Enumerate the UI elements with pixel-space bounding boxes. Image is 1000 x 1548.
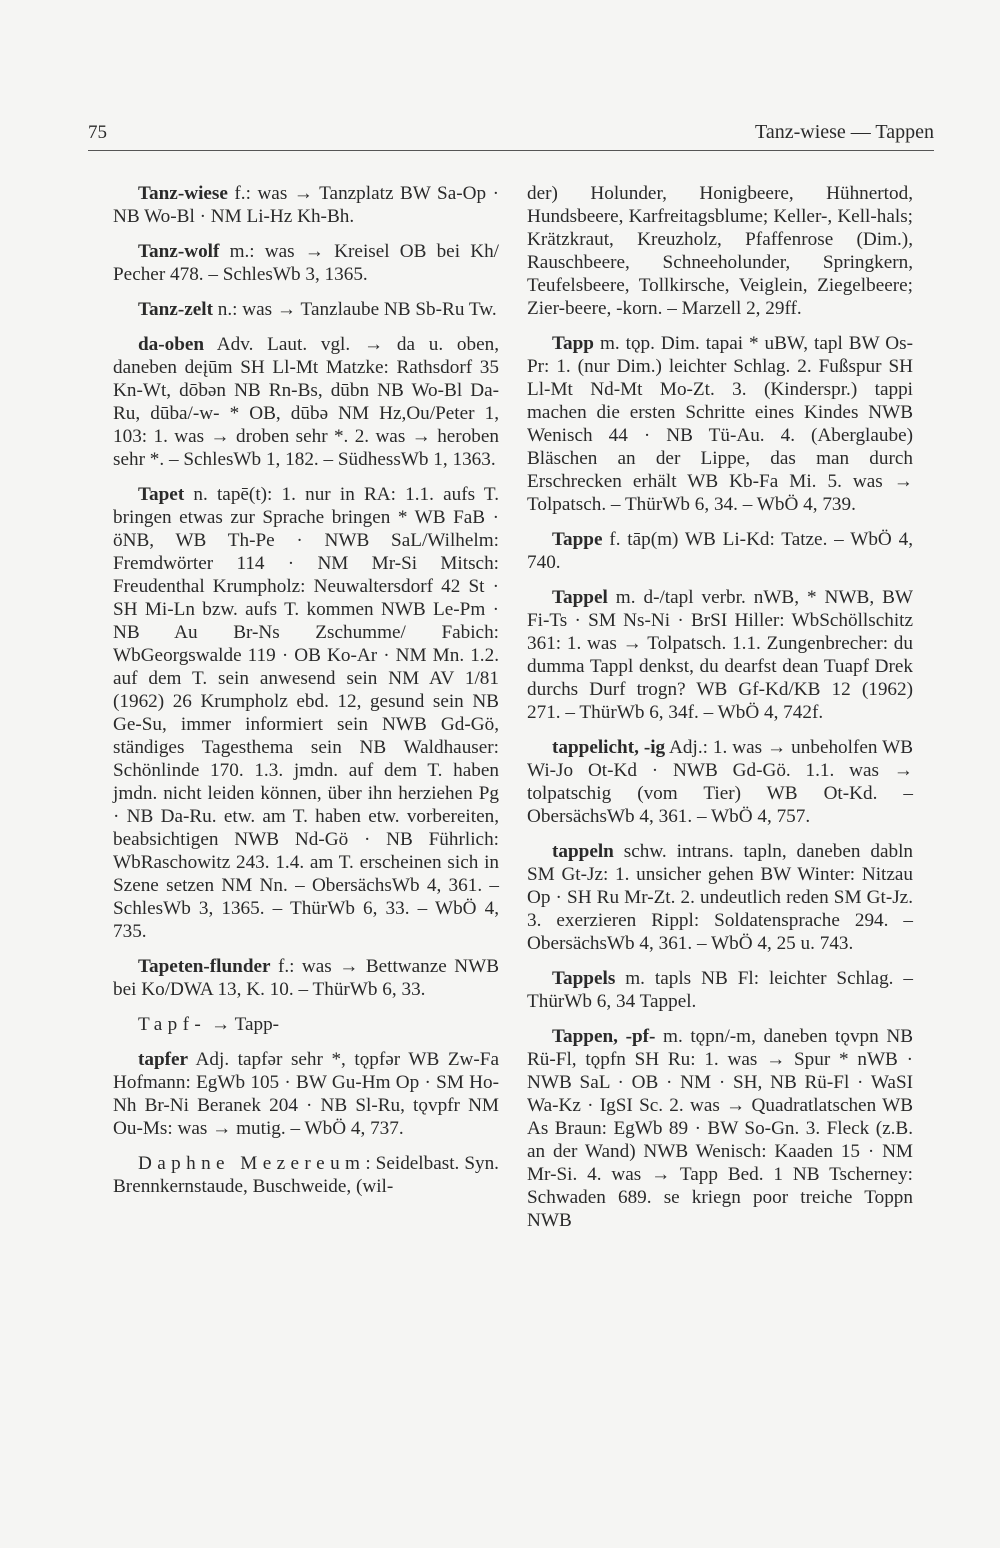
entry-headword: Tanz-wolf xyxy=(138,241,220,262)
entry-headword: da-oben xyxy=(138,334,205,355)
entry xyxy=(113,298,499,321)
entry-text: f.: was → Bettwanze NWB bei Ko/DWA 13, K. 10. – ThürWb 6, 33. xyxy=(113,956,499,1000)
entry-text: f.: was → Tanzplatz BW Sa-Op · NB Wo-Bl · NM Li-Hz Kh-Bh. xyxy=(113,183,499,227)
entry xyxy=(113,1152,499,1198)
entry-text: der) Holunder, Honigbeere, Hühnertod, Hundsbeere, Karfreitagsblume; Keller-, Kell-hals; Krätzkraut, Kreuzholz, Pfaffenrose (Dim.), Rauschbeere, Schneeholunder, Springkern, Teufelsbeere, Tollkirsche, Veiglein, Ziegelbeere; Zier-beere, -korn. – Marzell 2, 29ff. xyxy=(527,183,913,319)
entry-text: schw. intrans. tapln, daneben dabln SM Gt-Jz: 1. unsicher gehen BW Winter: Nitzau Op · SH Ru Mr-Zt. 2. undeutlich reden SM Gt-Jz. 3. exerzieren Rippl: Soldatensprache 294. – ObersächsWb 4, 361. – WbÖ 4, 25 u. 743. xyxy=(527,841,913,954)
entry-headword: Tapeten-flunder xyxy=(138,956,271,977)
entry-headword: Tapp xyxy=(552,333,594,354)
entry xyxy=(527,967,913,1013)
entry-headword: Tanz-wiese xyxy=(138,183,228,204)
entry-headword: Tanz-zelt xyxy=(138,299,213,320)
entry-text: n. tapē(t): 1. nur in RA: 1.1. aufs T. bringen etwas zur Sprache bringen * WB FaB · öNB, WB Th-Pe · NWB SaL/Wilhelm: Fremdwörter 114 · NM Mr-Si Mitsch: Freudenthal Krumpholz: Neuwaltersdorf 42 St · SH Mi-Ln bzw. aufs T. kommen NWB Le-Pm · NB Au Br-Ns Zschumme/ Fabich: WbGeorgswalde 119 · OB Ko-Ar · NM Mn. 1.2. auf dem T. sein anwesend sein NM AV 1/81 (1962) 26 Krumpholz ebd. 12, gesund sein NB Ge-Su, immer informiert sein NWB Gd-Gö, ständiges Tagesthema sein NB Waldhauser: Schönlinde 170. 1.3. jmdn. auf dem T. haben jmdn. nicht leiden können, über ihn herziehen Pg · NB Da-Ru. etw. am T. haben etw. vorbereiten, beabsichtigen NWB Nd-Gö · NB Führlich: WbRaschowitz 243. 1.4. am T. erscheinen sich in Szene setzen NM Nn. – ObersächsWb 4, 361. – SchlesWb 3, 1365. – ThürWb 6, 33. – WbÖ 4, 735. xyxy=(113,484,499,942)
entry-text: m. tapls NB Fl: leichter Schlag. – ThürWb 6, 34 Tappel. xyxy=(527,968,913,1012)
entry-spaced-head: Tapf- xyxy=(138,1014,207,1035)
entry xyxy=(113,182,499,228)
entry-spaced-head: Daphne Mezereum xyxy=(138,1153,366,1174)
entry xyxy=(113,1048,499,1140)
entry-text: m.: was → Kreisel OB bei Kh/ Pecher 478. – SchlesWb 3, 1365. xyxy=(113,241,499,285)
entry-headword: Tappen, -pf- xyxy=(552,1026,656,1047)
running-header xyxy=(88,120,934,151)
entry-headword: tapfer xyxy=(138,1049,189,1070)
entry xyxy=(527,586,913,724)
entry xyxy=(113,240,499,286)
entry-text: Adj.: 1. was → unbeholfen WB Wi-Jo Ot-Kd · NWB Gd-Gö. 1.1. was → tolpatschig (vom Tier) WB Ot-Kd. – ObersächsWb 4, 361. – WbÖ 4, 757. xyxy=(527,737,913,827)
right-column xyxy=(527,182,913,1232)
entry-headword: tappeln xyxy=(552,841,614,862)
entry-headword: Tapet xyxy=(138,484,185,505)
entry-headword: Tappe xyxy=(552,529,603,550)
entry-text: m. tǫpn/-m, daneben tǫvpn NB Rü-Fl, tǫpfn SH Ru: 1. was → Spur * nWB · NWB SaL · OB · NM · SH, NB Rü-Fl · WaSI Wa-Kz · IgSI Sc. 2. was → Quadratlatschen WB As Braun: EgWb 89 · BW So-Gn. 3. Fleck (z.B. an der Wand) NWB Wenisch: Kaaden 15 · NM Mr-Si. 4. was → Tapp Bed. 1 NB Tscherney: Schwaden 689. se kriegn poor treiche Toppn NWB xyxy=(527,1026,914,1231)
entry-continuation xyxy=(527,182,913,320)
entry-headword: Tappel xyxy=(552,587,608,608)
left-column xyxy=(113,182,499,1198)
entry-text: f. tāp(m) WB Li-Kd: Tatze. – WbÖ 4, 740. xyxy=(527,529,913,573)
entry xyxy=(527,332,913,516)
entry-text: m. d-/tapl verbr. nWB, * NWB, BW Fi-Ts · SM Ns-Ni · BrSI Hiller: WbSchöllschitz 361: 1. was → Tolpatsch. 1.1. Zungenbrecher: du dumma Tappl denkst, du dearfst dean Tuapf Drek durchs Durf trogn? WB Gf-Kd/KB 12 (1962) 271. – ThürWb 6, 34f. – WbÖ 4, 742f. xyxy=(527,587,913,723)
entry-text: Adj. tapfər sehr *, tǫpfər WB Zw-Fa Hofmann: EgWb 105 · BW Gu-Hm Op · SM Ho-Nh Br-Ni Beranek 204 · NB Sl-Ru, tǫvpfr NM Ou-Ms: was → mutig. – WbÖ 4, 737. xyxy=(113,1049,499,1139)
entry xyxy=(527,736,913,828)
entry xyxy=(527,528,913,574)
entry-text: m. tǫp. Dim. tapai * uBW, tapl BW Os-Pr: 1. (nur Dim.) leichter Schlag. 2. Fußspur SH Ll-Mt Nd-Mt Mo-Zt. 3. (Kinderspr.) tappi machen die ersten Schritte eines Kindes NWB Wenisch 44 · NB Tü-Au. 4. (Aberglaube) Bläschen an der Lippe, das man durch Erschrecken erhält WB Kb-Fa Mi. 5. was → Tolpatsch. – ThürWb 6, 34. – WbÖ 4, 739. xyxy=(527,333,913,515)
entry-headword: tappelicht, -ig xyxy=(552,737,666,758)
entry xyxy=(113,955,499,1001)
entry xyxy=(527,840,913,955)
entry-text: : Seidelbast. Syn. Brennkernstaude, Buschweide, (wil- xyxy=(113,1153,499,1197)
entry-text: Adv. Laut. vgl. → da u. oben, daneben deįūm SH Ll-Mt Matzke: Rathsdorf 35 Kn-Wt, dōbən NB Rn-Bs, dūbn NB Wo-Bl Da-Ru, dūba/-w- * OB, dūbə NM Hz,Ou/Peter 1, 103: 1. was → droben sehr *. 2. was → heroben sehr *. – SchlesWb 1, 182. – SüdhessWb 1, 1363. xyxy=(113,334,499,470)
header-title: Tanz-wiese — Tappen xyxy=(755,121,934,143)
entry xyxy=(113,483,499,943)
entry-text: n.: was → Tanzlaube NB Sb-Ru Tw. xyxy=(212,299,497,320)
page-number: 75 xyxy=(88,122,107,143)
entry xyxy=(527,1025,913,1232)
entry xyxy=(113,1013,499,1036)
entry-text: → Tapp- xyxy=(206,1014,280,1035)
entry xyxy=(113,333,499,471)
entry-headword: Tappels xyxy=(552,968,616,989)
